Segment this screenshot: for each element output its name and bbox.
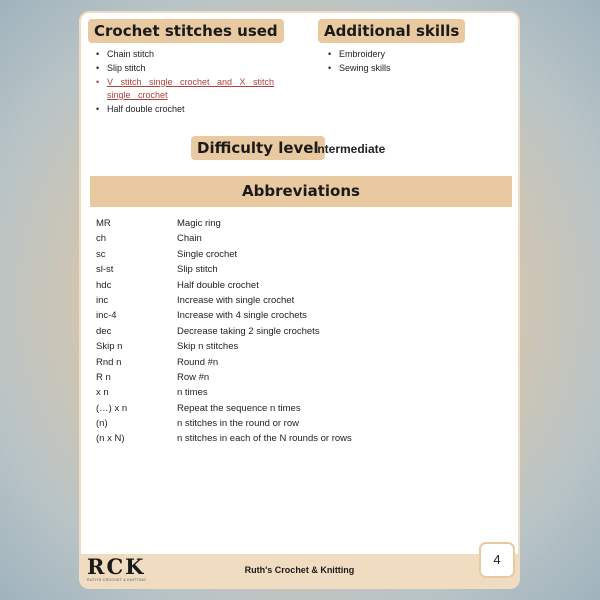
abbr-value: Row #n [177, 371, 210, 383]
crochet-stitches-list [93, 48, 303, 117]
list-item: • Slip stitch [93, 62, 303, 75]
abbr-key: hdc [96, 279, 112, 291]
table-row [96, 231, 496, 246]
table-row [96, 385, 496, 400]
abbr-key: inc [96, 294, 109, 306]
table-row [96, 216, 496, 231]
abbr-value: Round #n [177, 356, 219, 368]
abbr-value: Increase with single crochet [177, 294, 295, 306]
abbr-value: Chain [177, 233, 202, 245]
list-item: • Sewing skills [325, 62, 505, 75]
table-row [96, 293, 496, 308]
abbr-value: Repeat the sequence n times [177, 402, 301, 414]
abbr-key: ch [96, 233, 107, 245]
table-row [96, 416, 496, 431]
abbr-key: x n [96, 387, 109, 399]
difficulty-value: Intermediate [314, 142, 386, 156]
abbr-value: Magic ring [177, 218, 221, 229]
abbr-value: Increase with 4 single crochets [177, 310, 307, 322]
logo-mark: RCK [87, 554, 146, 579]
abbr-key: Rnd n [96, 356, 122, 368]
abbr-key: dec [96, 325, 112, 337]
table-row [96, 308, 496, 323]
crochet-stitches-heading: Crochet stitches used [88, 19, 284, 43]
abbr-value: Slip stitch [177, 264, 218, 276]
abbreviations-table [96, 216, 496, 447]
table-row [96, 278, 496, 293]
table-row [96, 401, 496, 416]
abbr-key: sc [96, 248, 106, 260]
page-number: 4 [479, 542, 515, 578]
table-row [96, 262, 496, 277]
abbr-key: Skip n [96, 341, 123, 353]
logo-subtitle: RUTH'S CROCHET & KNITTING [87, 578, 147, 582]
table-row [96, 355, 496, 370]
abbr-value: n times [177, 387, 208, 399]
abbreviations-heading: Abbreviations [90, 176, 512, 207]
difficulty-heading: Difficulty level [191, 136, 325, 160]
abbr-value: Skip n stitches [177, 341, 239, 353]
v-stitch-link[interactable]: • V stitch single crochet and X stitch single crochet [93, 76, 303, 102]
abbr-value: n stitches in each of the N rounds or rows [177, 433, 352, 445]
document-page [79, 11, 520, 589]
table-row [96, 324, 496, 339]
brand-name: Ruth's Crochet & Knitting [244, 565, 355, 575]
abbr-value: Single crochet [177, 248, 238, 260]
abbr-key: (n x N) [96, 433, 125, 445]
abbr-value: Half double crochet [177, 279, 259, 291]
table-row [96, 431, 496, 446]
list-item: • Chain stitch [93, 48, 303, 61]
abbr-value: n stitches in the round or row [177, 418, 299, 430]
table-row [96, 370, 496, 385]
abbr-key: inc-4 [96, 310, 117, 322]
abbr-value: Decrease taking 2 single crochets [177, 325, 320, 337]
list-item: • Half double crochet [93, 103, 303, 116]
page-footer [81, 554, 518, 587]
table-row [96, 339, 496, 354]
additional-skills-list [325, 48, 505, 76]
abbr-key: (…) x n [96, 402, 128, 414]
abbr-key: MR [96, 218, 111, 229]
additional-skills-heading: Additional skills [318, 19, 465, 43]
table-row [96, 247, 496, 262]
abbr-key: sl-st [96, 264, 114, 276]
abbr-key: R n [96, 371, 111, 383]
abbr-key: (n) [96, 418, 108, 430]
list-item: • Embroidery [325, 48, 505, 61]
